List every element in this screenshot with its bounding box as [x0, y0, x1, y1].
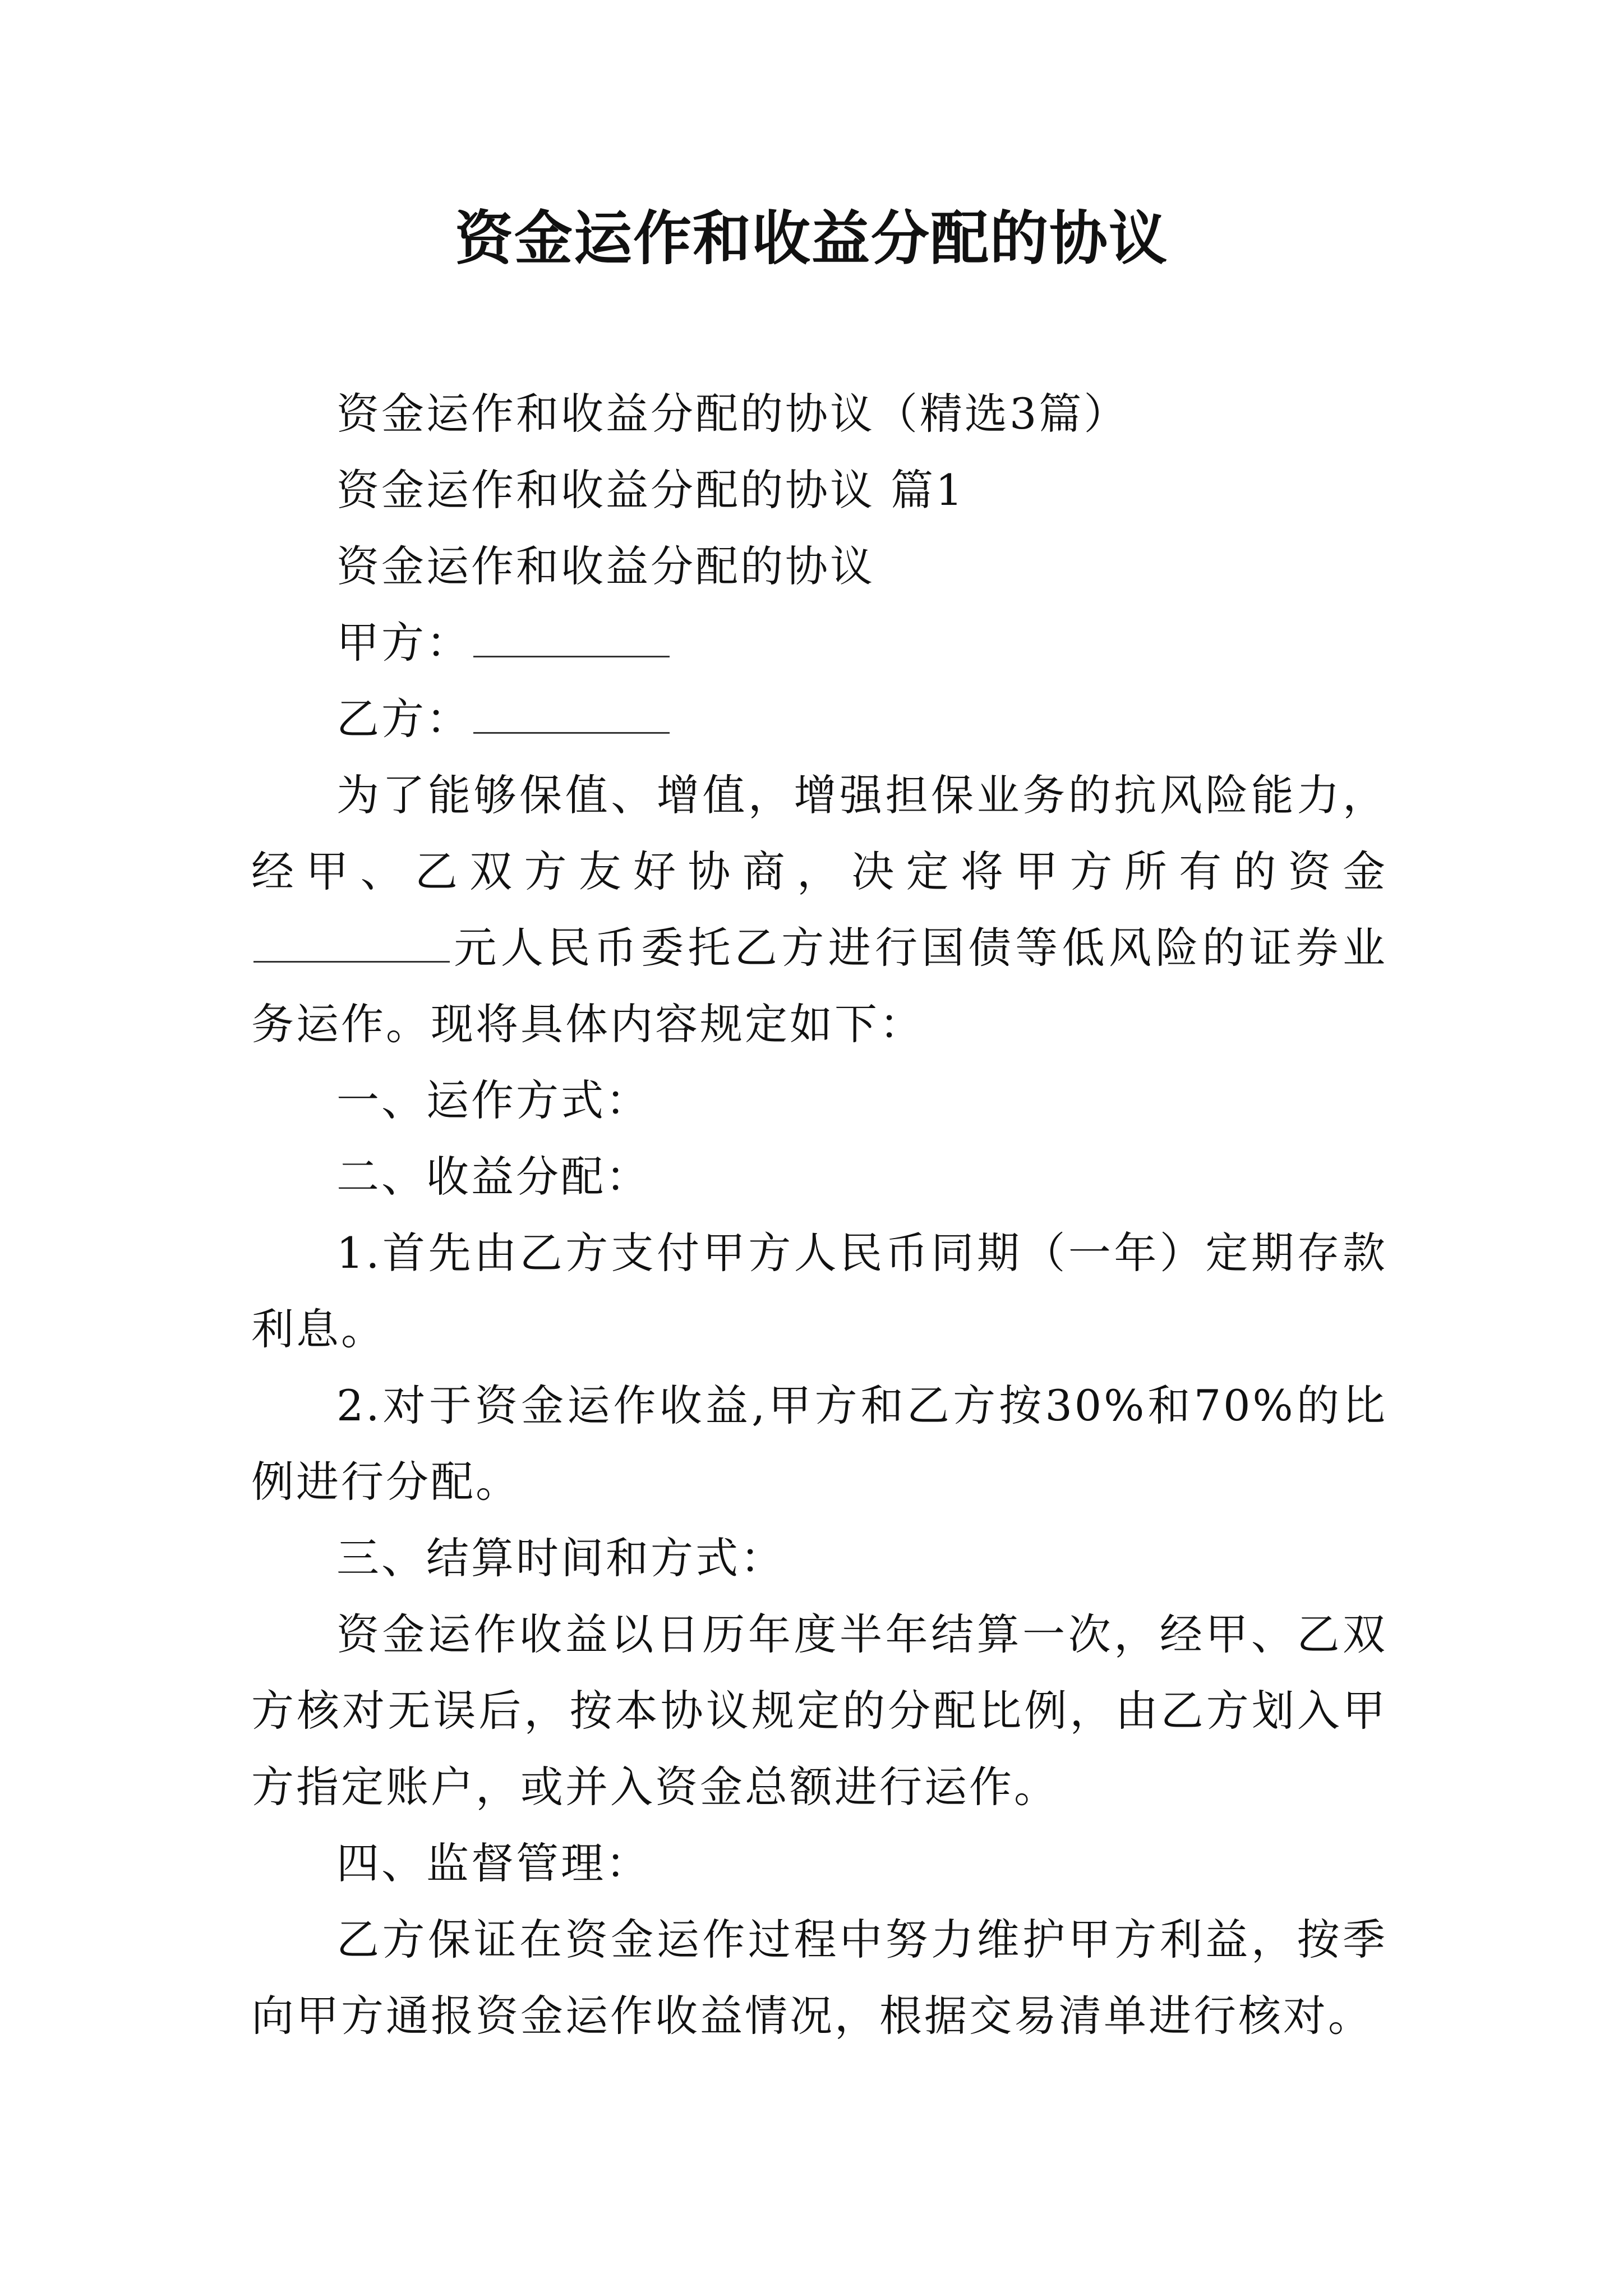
intro-paragraph	[251, 757, 1387, 1062]
intro-text-1: 为了能够保值、增值，增强担保业务的抗风险能力，经甲、乙双方友好协商，决定将甲方所有的资金	[251, 770, 1387, 896]
distribution-item-1: 1.首先由乙方支付甲方人民币同期（一年）定期存款利息。	[251, 1228, 1387, 1354]
document-title: 资金运作和收益分配的协议	[454, 204, 1168, 273]
section-operation-heading: 一、运作方式：	[336, 1075, 651, 1125]
settlement-paragraph: 资金运作收益以日历年度半年结算一次，经甲、乙双方核对无误后，按本协议规定的分配比例，由乙方划入甲方指定账户，或并入资金总额进行运作。	[251, 1609, 1387, 1812]
article-heading: 资金运作和收益分配的协议 篇1	[336, 465, 965, 515]
section-settlement-heading: 三、结算时间和方式：	[336, 1533, 785, 1583]
intro-text-2: 元人民币委托乙方进行国债等低风险的证券业务运作。现将具体内容规定如下：	[251, 923, 1387, 1049]
subtitle-selected: 资金运作和收益分配的协议（精选3篇）	[336, 389, 1129, 439]
party-a-blank	[473, 616, 670, 657]
agreement-name: 资金运作和收益分配的协议	[336, 541, 875, 591]
amount-blank	[253, 922, 450, 963]
section-distribution-heading: 二、收益分配：	[336, 1152, 651, 1202]
supervision-paragraph: 乙方保证在资金运作过程中努力维护甲方利益，按季向甲方通报资金运作收益情况，根据交易清单进行核对。	[251, 1915, 1387, 2041]
party-a-label: 甲方：	[336, 618, 471, 668]
document-body	[251, 376, 1387, 2054]
party-b-line	[251, 681, 1387, 757]
party-b-blank	[473, 693, 670, 734]
party-b-label: 乙方：	[336, 694, 471, 744]
distribution-item-2: 2.对于资金运作收益,甲方和乙方按30%和70%的比例进行分配。	[251, 1381, 1387, 1507]
party-a-line	[251, 605, 1387, 681]
section-supervision-heading: 四、监督管理：	[336, 1838, 651, 1888]
